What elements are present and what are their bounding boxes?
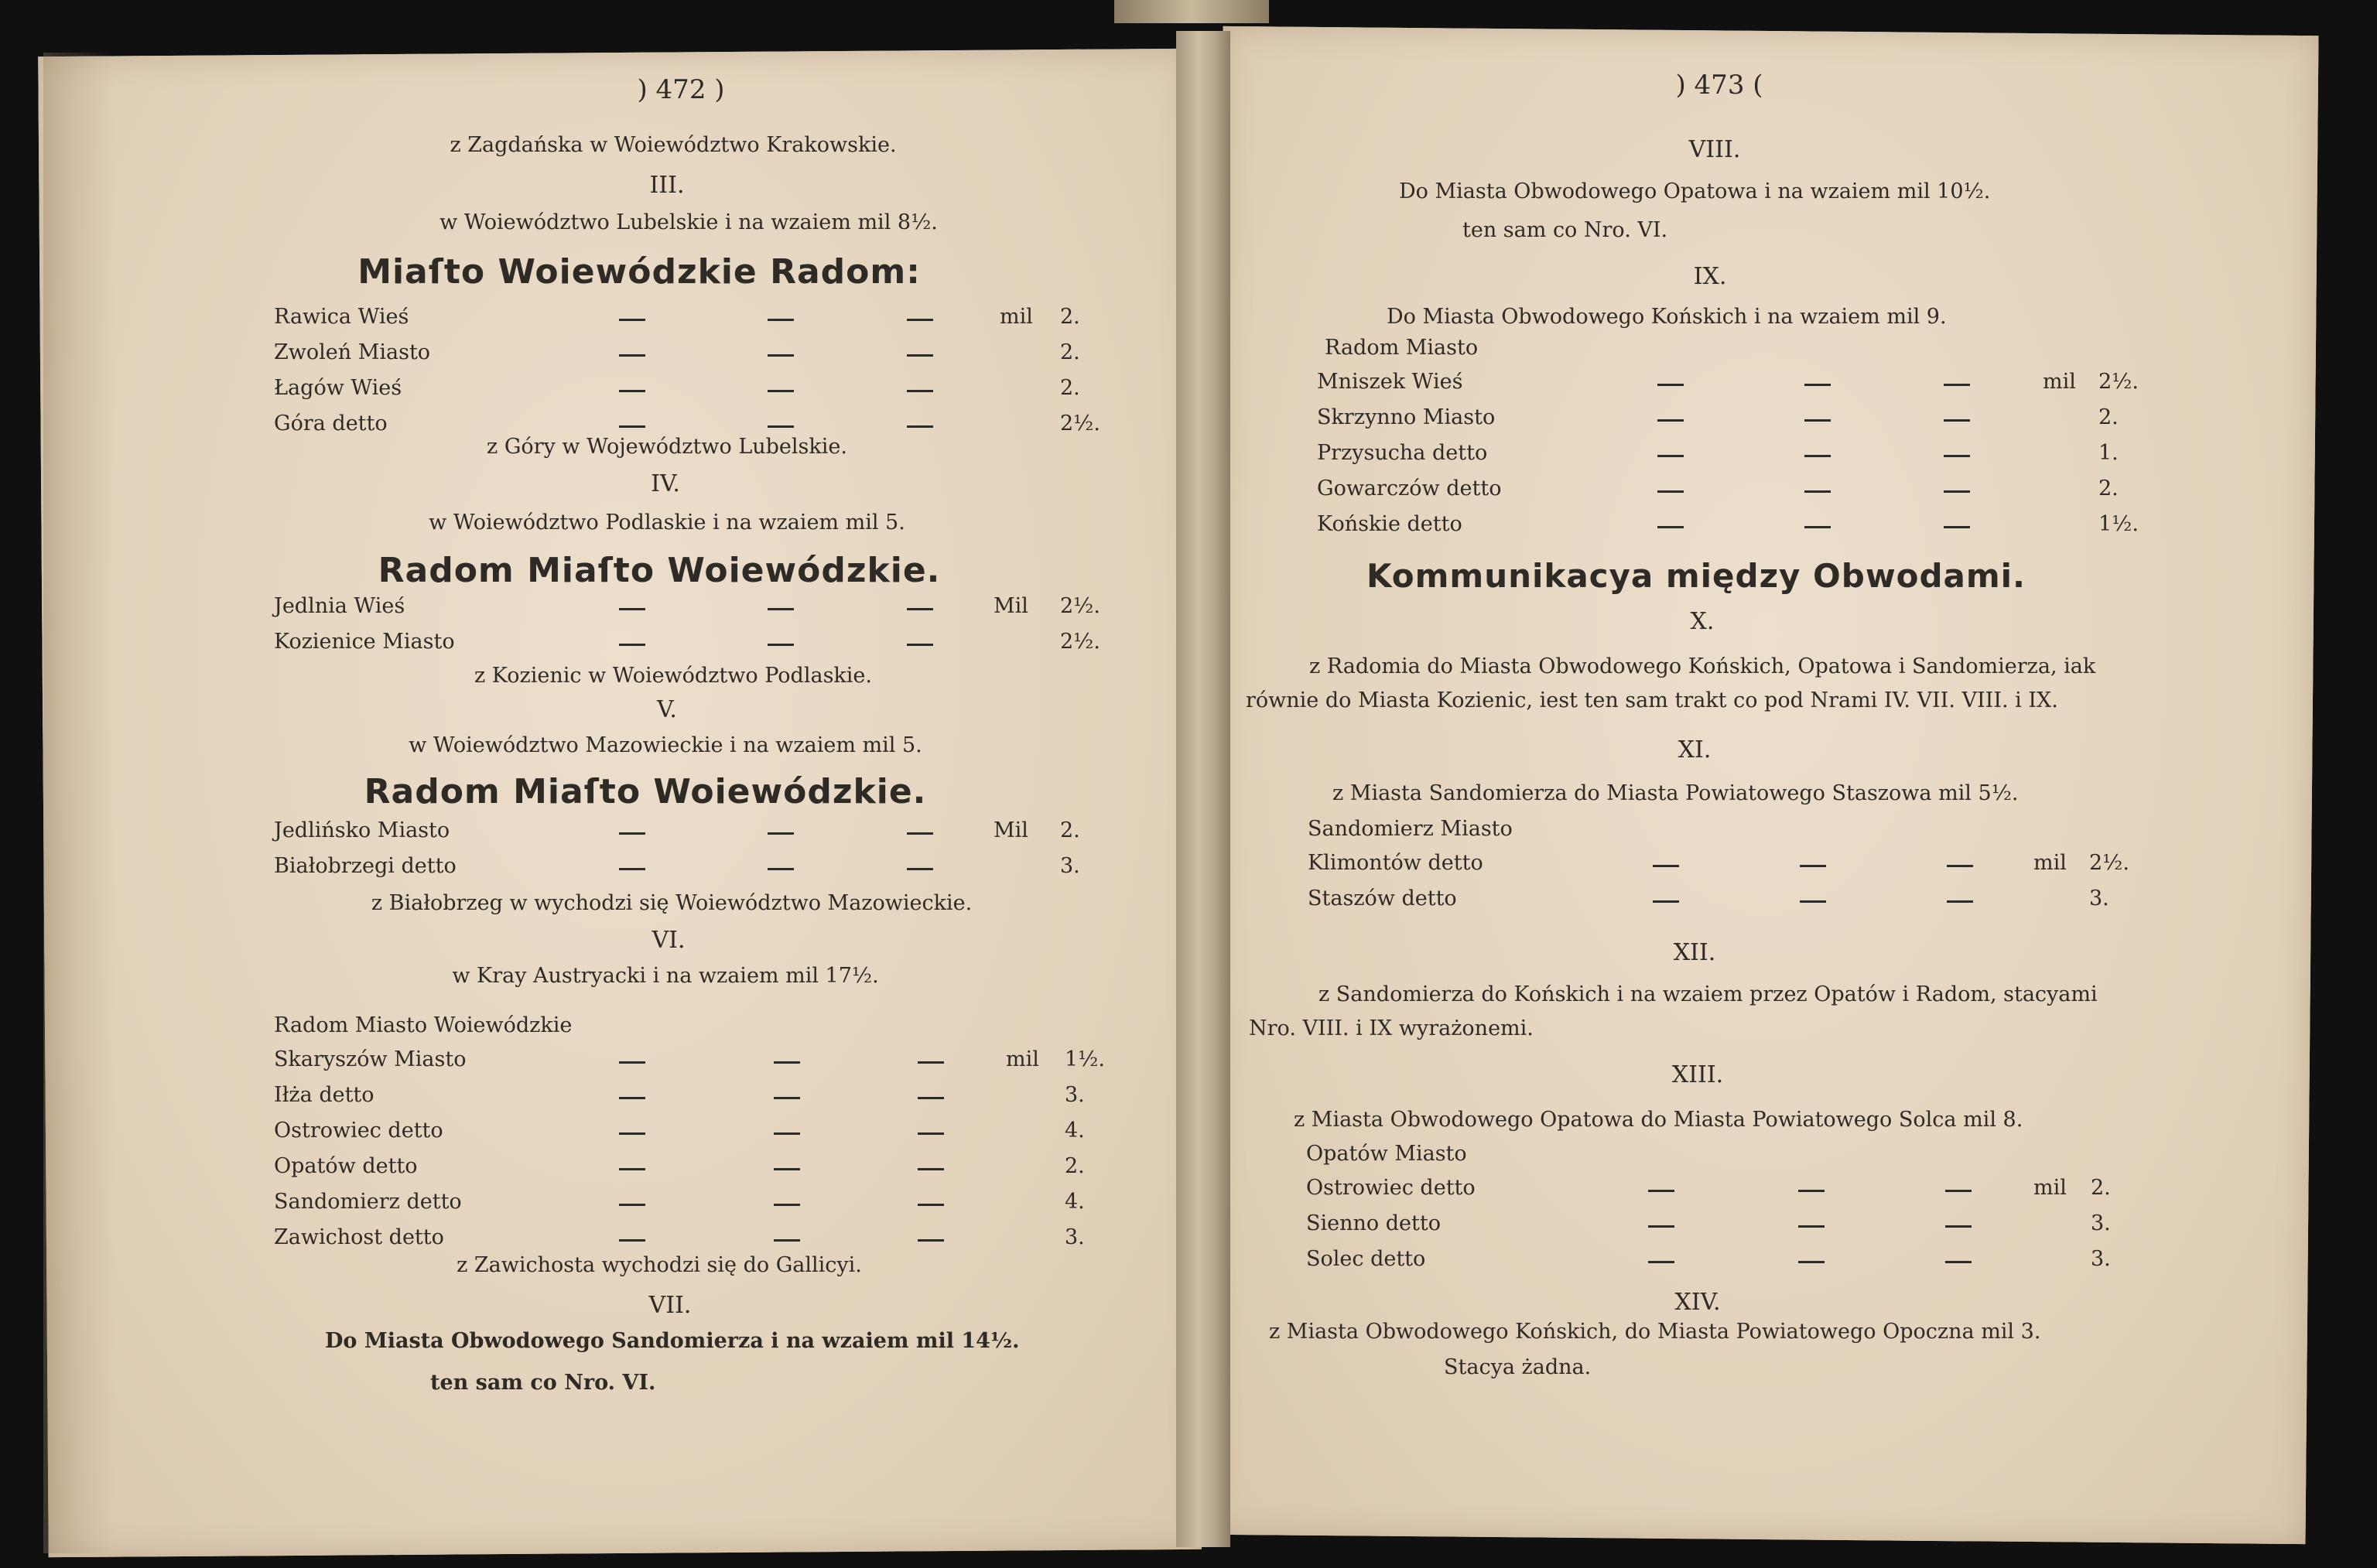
leader-dash xyxy=(619,1132,645,1135)
distance-value: 3. xyxy=(2091,1247,2111,1271)
route-reference: ten sam co Nro. VI. xyxy=(430,1371,656,1395)
route-number: IV. xyxy=(651,470,680,497)
route-number: III. xyxy=(649,172,685,199)
leader-dash xyxy=(918,1061,944,1064)
place-name: Ostrowiec detto xyxy=(1306,1176,1476,1200)
leader-dash xyxy=(1945,1225,1972,1228)
distance-value: 3. xyxy=(1065,1083,1085,1107)
leader-dash xyxy=(774,1168,800,1170)
place-name: Skaryszów Miasto xyxy=(274,1047,467,1071)
route-description: z Sandomierza do Końskich i na wzaiem przez Opatów i Radom, stacyami xyxy=(1318,982,2098,1006)
route-number: VII. xyxy=(648,1292,692,1319)
route-number: VIII. xyxy=(1688,136,1741,163)
leader-dash xyxy=(774,1239,800,1242)
route-note: z Kozienic w Woiewództwo Podlaskie. xyxy=(474,664,872,688)
distance-value: 2½. xyxy=(2098,370,2139,394)
leader-dash xyxy=(768,390,794,392)
route-number: V. xyxy=(657,696,677,723)
distance-value: 2. xyxy=(1060,376,1080,400)
place-name: Góra detto xyxy=(274,412,388,436)
table-row xyxy=(1308,886,2190,917)
leader-dash xyxy=(1653,865,1679,867)
leader-dash xyxy=(1945,1190,1972,1192)
table-row xyxy=(1308,851,2190,882)
leader-dash xyxy=(619,319,645,321)
leader-dash xyxy=(907,644,933,646)
leader-dash xyxy=(1648,1190,1674,1192)
leader-dash xyxy=(1804,419,1831,422)
unit-label: mil xyxy=(1000,305,1033,329)
place-name: Jedlińsko Miasto xyxy=(274,818,450,842)
table-row xyxy=(1306,1176,2188,1207)
leader-dash xyxy=(619,390,645,392)
unit-label: Mil xyxy=(994,594,1028,618)
leader-dash xyxy=(1653,900,1679,903)
leader-dash xyxy=(619,608,645,610)
place-name: Sandomierz detto xyxy=(274,1190,462,1214)
distance-value: 2. xyxy=(1060,340,1080,364)
distance-value: 2½. xyxy=(1060,630,1100,654)
leader-dash xyxy=(619,1204,645,1206)
leader-dash xyxy=(619,644,645,646)
unit-label: mil xyxy=(2033,1176,2067,1200)
leader-dash xyxy=(774,1097,800,1099)
table-row xyxy=(1306,1211,2188,1242)
place-name: Skrzynno Miasto xyxy=(1317,405,1496,429)
leader-dash xyxy=(774,1061,800,1064)
place-name: Staszów detto xyxy=(1308,886,1457,910)
leader-dash xyxy=(774,1132,800,1135)
route-number: X. xyxy=(1690,608,1715,635)
table-row xyxy=(274,340,1094,371)
page-edge-shadow xyxy=(43,53,115,1553)
leader-dash xyxy=(907,608,933,610)
leader-dash xyxy=(619,1168,645,1170)
leader-dash xyxy=(1800,900,1826,903)
leader-dash xyxy=(768,868,794,870)
route-destination: w Woiewództwo Mazowieckie i na wzaiem mil 5. xyxy=(409,733,922,757)
route-destination: z Miasta Obwodowego Opatowa do Miasta Powiatowego Solca mil 8. xyxy=(1294,1108,2023,1132)
left-folio: ) 472 ) xyxy=(637,74,725,105)
route-destination: Do Miasta Obwodowego Końskich i na wzaiem mil 9. xyxy=(1387,305,1947,329)
leader-dash xyxy=(918,1132,944,1135)
place-name: Klimontów detto xyxy=(1308,851,1483,875)
distance-value: 3. xyxy=(1065,1225,1085,1249)
leader-dash xyxy=(1944,490,1970,493)
leader-dash xyxy=(907,390,933,392)
table-start-place: Radom Miasto Woiewódzkie xyxy=(274,1013,573,1037)
route-reference: ten sam co Nro. VI. xyxy=(1462,218,1668,242)
place-name: Ostrowiec detto xyxy=(274,1119,443,1143)
unit-label: mil xyxy=(2033,851,2067,875)
table-row xyxy=(274,1190,1094,1221)
table-row xyxy=(274,376,1094,407)
place-name: Zwoleń Miasto xyxy=(274,340,431,364)
table-row xyxy=(274,594,1100,625)
route-description: z Radomia do Miasta Obwodowego Końskich, Opatowa i Sandomierza, iak xyxy=(1309,654,2096,678)
leader-dash xyxy=(907,425,933,428)
place-name: Sienno detto xyxy=(1306,1211,1441,1235)
book-spine xyxy=(1114,0,1269,23)
leader-dash xyxy=(1798,1261,1825,1263)
place-name: Przysucha detto xyxy=(1317,441,1488,465)
route-number: XI. xyxy=(1678,736,1712,764)
distance-value: 2. xyxy=(2098,405,2119,429)
leader-dash xyxy=(1944,384,1970,386)
route-note: z Białobrzeg w wychodzi się Woiewództwo Mazowieckie. xyxy=(371,891,973,915)
leader-dash xyxy=(619,425,645,428)
leader-dash xyxy=(1804,455,1831,457)
route-destination: w Kray Austryacki i na wzaiem mil 17½. xyxy=(452,964,879,988)
route-number: IX. xyxy=(1693,263,1727,290)
leader-dash xyxy=(1947,865,1973,867)
leader-dash xyxy=(768,425,794,428)
place-name: Zawichost detto xyxy=(274,1225,444,1249)
table-row xyxy=(1306,1247,2188,1278)
leader-dash xyxy=(619,354,645,357)
leader-dash xyxy=(619,868,645,870)
unit-label: mil xyxy=(1006,1047,1039,1071)
place-name: Rawica Wieś xyxy=(274,305,409,329)
place-name: Solec detto xyxy=(1306,1247,1426,1271)
table-row xyxy=(274,630,1100,661)
leader-dash xyxy=(768,644,794,646)
distance-value: 2. xyxy=(1065,1154,1085,1178)
right-folio: ) 473 ( xyxy=(1675,70,1763,101)
leader-dash xyxy=(619,1097,645,1099)
leader-dash xyxy=(907,319,933,321)
distance-value: 2. xyxy=(2098,477,2119,500)
unit-label: Mil xyxy=(994,818,1028,842)
distance-value: 3. xyxy=(2091,1211,2111,1235)
route-note: z Zawichosta wychodzi się do Gallicyi. xyxy=(457,1253,862,1277)
route-number: XIII. xyxy=(1671,1061,1724,1088)
place-name: Mniszek Wieś xyxy=(1317,370,1463,394)
section-heading: Miaſto Woiewódzkie Radom: xyxy=(357,252,921,292)
table-row xyxy=(274,305,1094,336)
place-name: Łagów Wieś xyxy=(274,376,402,400)
leader-dash xyxy=(768,354,794,357)
leader-dash xyxy=(907,832,933,835)
section-heading: Radom Miaſto Woiewódzkie. xyxy=(378,551,941,590)
table-row xyxy=(1317,370,2199,401)
table-row xyxy=(274,1047,1105,1078)
leader-dash xyxy=(1804,490,1831,493)
leader-dash xyxy=(768,832,794,835)
distance-value: 2½. xyxy=(1060,594,1100,618)
route-description: Nro. VIII. i IX wyrażonemi. xyxy=(1249,1016,1534,1040)
distance-value: 1½. xyxy=(2098,512,2139,536)
leader-dash xyxy=(1804,526,1831,528)
distance-value: 2. xyxy=(1060,305,1080,329)
leader-dash xyxy=(1944,419,1970,422)
distance-value: 2½. xyxy=(2089,851,2129,875)
section-heading: Radom Miaſto Woiewódzkie. xyxy=(364,772,927,811)
table-row xyxy=(274,1225,1094,1256)
leader-dash xyxy=(1798,1225,1825,1228)
leader-dash xyxy=(1798,1190,1825,1192)
page-gutter xyxy=(1176,31,1230,1547)
place-name: Końskie detto xyxy=(1317,512,1462,536)
distance-value: 3. xyxy=(1060,854,1080,878)
table-row xyxy=(1317,441,2199,472)
leader-dash xyxy=(918,1204,944,1206)
leader-dash xyxy=(1944,455,1970,457)
leader-dash xyxy=(1947,900,1973,903)
leader-dash xyxy=(918,1097,944,1099)
leader-dash xyxy=(1648,1225,1674,1228)
place-name: Jedlnia Wieś xyxy=(274,594,405,618)
route-destination: w Woiewództwo Lubelskie i na wzaiem mil 8½. xyxy=(439,210,938,234)
route-destination: w Woiewództwo Podlaskie i na wzaiem mil 5. xyxy=(429,511,905,535)
place-name: Iłża detto xyxy=(274,1083,375,1107)
table-row xyxy=(274,1154,1094,1185)
leader-dash xyxy=(918,1168,944,1170)
leader-dash xyxy=(619,1239,645,1242)
leader-dash xyxy=(774,1204,800,1206)
distance-value: 2½. xyxy=(1060,412,1100,436)
leader-dash xyxy=(619,1061,645,1064)
leader-dash xyxy=(1648,1261,1674,1263)
place-name: Kozienice Miasto xyxy=(274,630,455,654)
route-number: XIV. xyxy=(1674,1289,1721,1316)
leader-dash xyxy=(619,832,645,835)
leader-dash xyxy=(1657,526,1684,528)
leader-dash xyxy=(1657,455,1684,457)
leader-dash xyxy=(1945,1261,1972,1263)
distance-value: 4. xyxy=(1065,1119,1085,1143)
table-row xyxy=(1317,405,2199,436)
route-number: VI. xyxy=(652,927,686,954)
leader-dash xyxy=(768,319,794,321)
table-start-place: Opatów Miasto xyxy=(1306,1142,1467,1166)
distance-value: 1. xyxy=(2098,441,2119,465)
route-destination: Do Miasta Obwodowego Opatowa i na wzaiem mil 10½. xyxy=(1399,179,1991,203)
route-destination: Do Miasta Obwodowego Sandomierza i na wzaiem mil 14½. xyxy=(325,1329,1020,1353)
table-row xyxy=(274,854,1094,885)
route-note: z Zagdańska w Woiewództwo Krakowskie. xyxy=(450,133,897,157)
table-row xyxy=(274,1119,1094,1150)
table-row xyxy=(274,818,1094,849)
leader-dash xyxy=(1804,384,1831,386)
distance-value: 4. xyxy=(1065,1190,1085,1214)
place-name: Opatów detto xyxy=(274,1154,418,1178)
distance-value: 2. xyxy=(2091,1176,2111,1200)
route-destination: z Miasta Obwodowego Końskich, do Miasta Powiatowego Opoczna mil 3. xyxy=(1269,1320,2041,1344)
distance-value: 1½. xyxy=(1065,1047,1105,1071)
route-note: Stacya żadna. xyxy=(1444,1355,1592,1379)
leader-dash xyxy=(1944,526,1970,528)
route-description: równie do Miasta Kozienic, iest ten sam trakt co pod Nrami IV. VII. VIII. i IX. xyxy=(1246,688,2058,712)
leader-dash xyxy=(907,868,933,870)
route-destination: z Miasta Sandomierza do Miasta Powiatowego Staszowa mil 5½. xyxy=(1332,781,2019,805)
leader-dash xyxy=(1657,419,1684,422)
table-start-place: Radom Miasto xyxy=(1325,336,1479,360)
distance-value: 2. xyxy=(1060,818,1080,842)
leader-dash xyxy=(1800,865,1826,867)
table-row xyxy=(274,1083,1094,1114)
place-name: Gowarczów detto xyxy=(1317,477,1502,500)
table-row xyxy=(1317,512,2199,543)
unit-label: mil xyxy=(2043,370,2076,394)
leader-dash xyxy=(1657,384,1684,386)
leader-dash xyxy=(918,1239,944,1242)
distance-value: 3. xyxy=(2089,886,2109,910)
place-name: Białobrzegi detto xyxy=(274,854,457,878)
table-row xyxy=(1317,477,2199,507)
leader-dash xyxy=(907,354,933,357)
route-note: z Góry w Województwo Lubelskie. xyxy=(487,435,847,459)
leader-dash xyxy=(768,608,794,610)
leader-dash xyxy=(1657,490,1684,493)
table-start-place: Sandomierz Miasto xyxy=(1308,817,1513,841)
route-number: XII. xyxy=(1673,939,1716,966)
section-heading: Kommunikacya między Obwodami. xyxy=(1366,557,2026,595)
